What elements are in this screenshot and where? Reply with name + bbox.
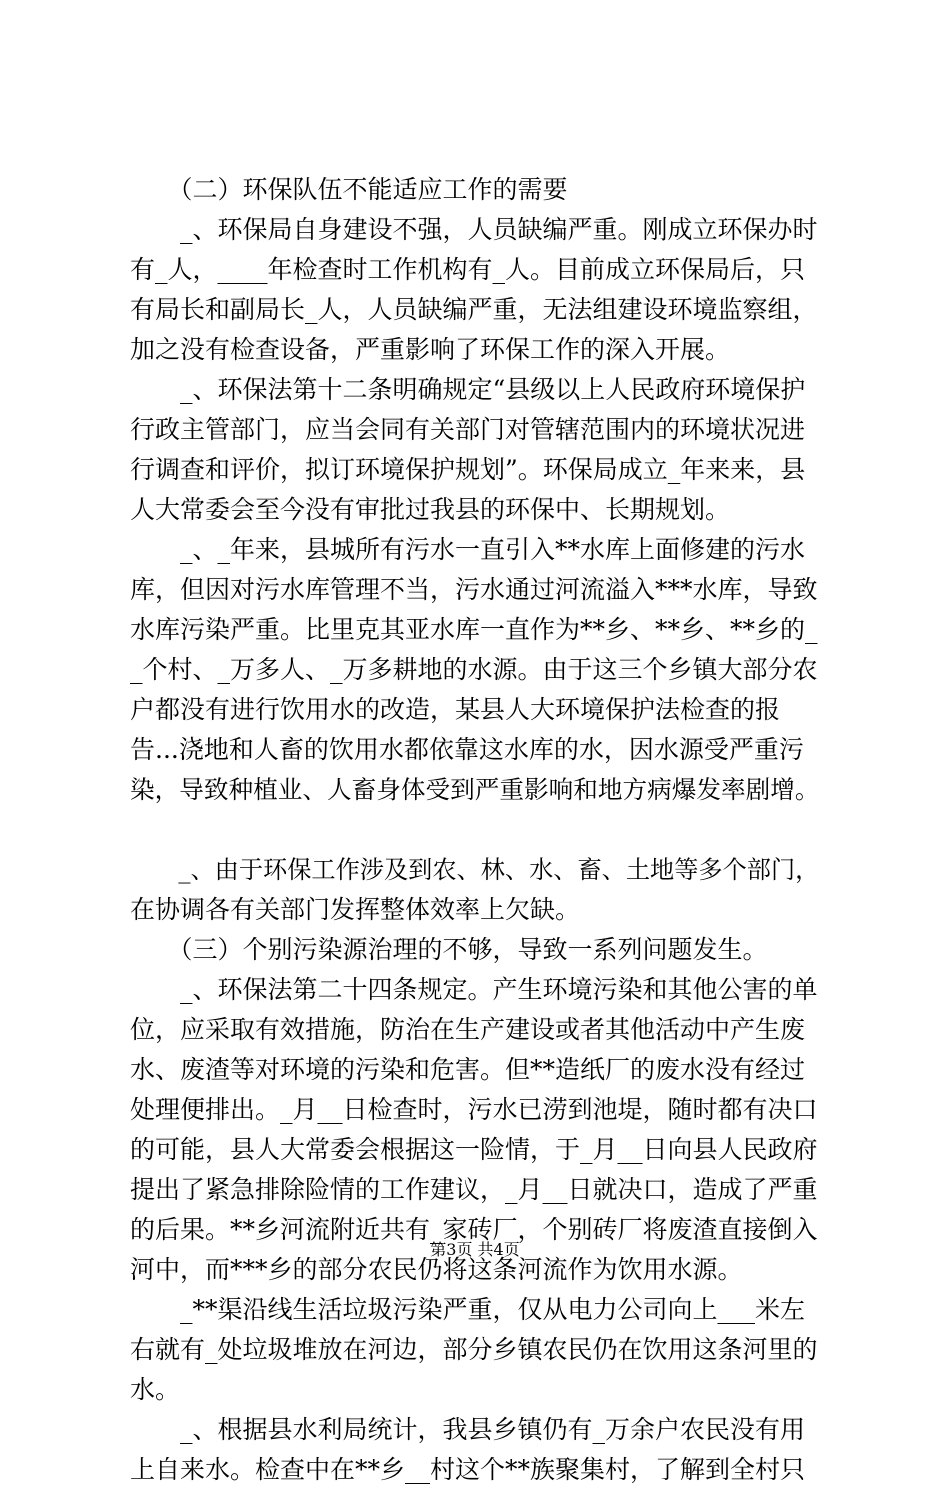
text-line: 在协调各有关部门发挥整体效率上欠缺。	[130, 895, 581, 924]
text-line: 库，但因对污水库管理不当，污水通过河流溢入***水库，导致	[130, 575, 818, 604]
text-line: 水、废渣等对环境的污染和危害。但**造纸厂的废水没有经过	[130, 1055, 806, 1084]
text-line: 告...浇地和人畜的饮用水都依靠这水库的水，因水源受严重污	[130, 735, 804, 764]
text-line: 位，应采取有效措施，防治在生产建设或者其他活动中产生废	[130, 1015, 806, 1044]
text-line: 处理便排出。_月__日检查时，污水已涝到池堤，随时都有决口	[130, 1095, 818, 1124]
blank-line	[130, 810, 820, 850]
text-line: 染，导致种植业、人畜身体受到严重影响和地方病爆发率剧增。	[130, 775, 820, 804]
text-line: 有局长和副局长_人，人员缺编严重，无法组建设环境监察组，	[130, 295, 818, 324]
text-line: 的后果。**乡河流附近共有_家砖厂，个别砖厂将废渣直接倒入	[130, 1215, 818, 1244]
text-line: 户都没有进行饮用水的改造，某县人大环境保护法检查的报	[130, 695, 781, 724]
document-body	[130, 170, 820, 1490]
text-line: _、根据县水利局统计，我县乡镇仍有_万余户农民没有用	[130, 1415, 806, 1444]
text-line: 有_人，____年检查时工作机构有_人。目前成立环保局后，只	[130, 255, 806, 284]
text-line: 加之没有检查设备，严重影响了环保工作的深入开展。	[130, 335, 731, 364]
text-line: 水。	[130, 1375, 181, 1404]
text-line: 提出了紧急排除险情的工作建议，_月__日就决口，造成了严重	[130, 1175, 818, 1204]
text-line: （二）环保队伍不能适应工作的需要	[130, 175, 568, 204]
text-line: _、由于环保工作涉及到农、林、水、畜、土地等多个部门，	[130, 856, 820, 884]
text-line: （三）个别污染源治理的不够，导致一系列问题发生。	[130, 935, 768, 964]
text-line: 人大常委会至今没有审批过我县的环保中、长期规划。	[130, 495, 731, 524]
text-line: 右就有_处垃圾堆放在河边，部分乡镇农民仍在饮用这条河里的	[130, 1335, 818, 1364]
text-line: _个村、_万多人、_万多耕地的水源。由于这三个乡镇大部分农	[130, 655, 818, 684]
text-line: 的可能，县人大常委会根据这一险情，于_月__日向县人民政府	[130, 1135, 818, 1164]
page-footer: 第3页 共4页	[430, 1240, 520, 1259]
text-line: _、_年来，县城所有污水一直引入**水库上面修建的污水	[130, 535, 806, 564]
text-line: 上自来水。检查中在**乡__村这个**族聚集村，了解到全村只	[130, 1455, 806, 1484]
text-line: _、环保法第二十四条规定。产生环境污染和其他公害的单	[130, 975, 818, 1004]
text-line: _**渠沿线生活垃圾污染严重，仅从电力公司向上___米左	[130, 1295, 806, 1324]
text-line: 行政主管部门，应当会同有关部门对管辖范围内的环境状况进	[130, 415, 806, 444]
text-line: _、环保法第十二条明确规定“县级以上人民政府环境保护	[130, 375, 806, 404]
text-line: 河中，而***乡的部分农民仍将这条河流作为饮用水源。	[130, 1255, 743, 1284]
text-line: _、环保局自身建设不强，人员缺编严重。刚成立环保办时	[130, 215, 818, 244]
text-line: 水库污染严重。比里克其亚水库一直作为**乡、**乡、**乡的_	[130, 615, 818, 644]
text-line: 行调查和评价，拟订环境保护规划”。环保局成立_年来来，县	[130, 455, 806, 484]
